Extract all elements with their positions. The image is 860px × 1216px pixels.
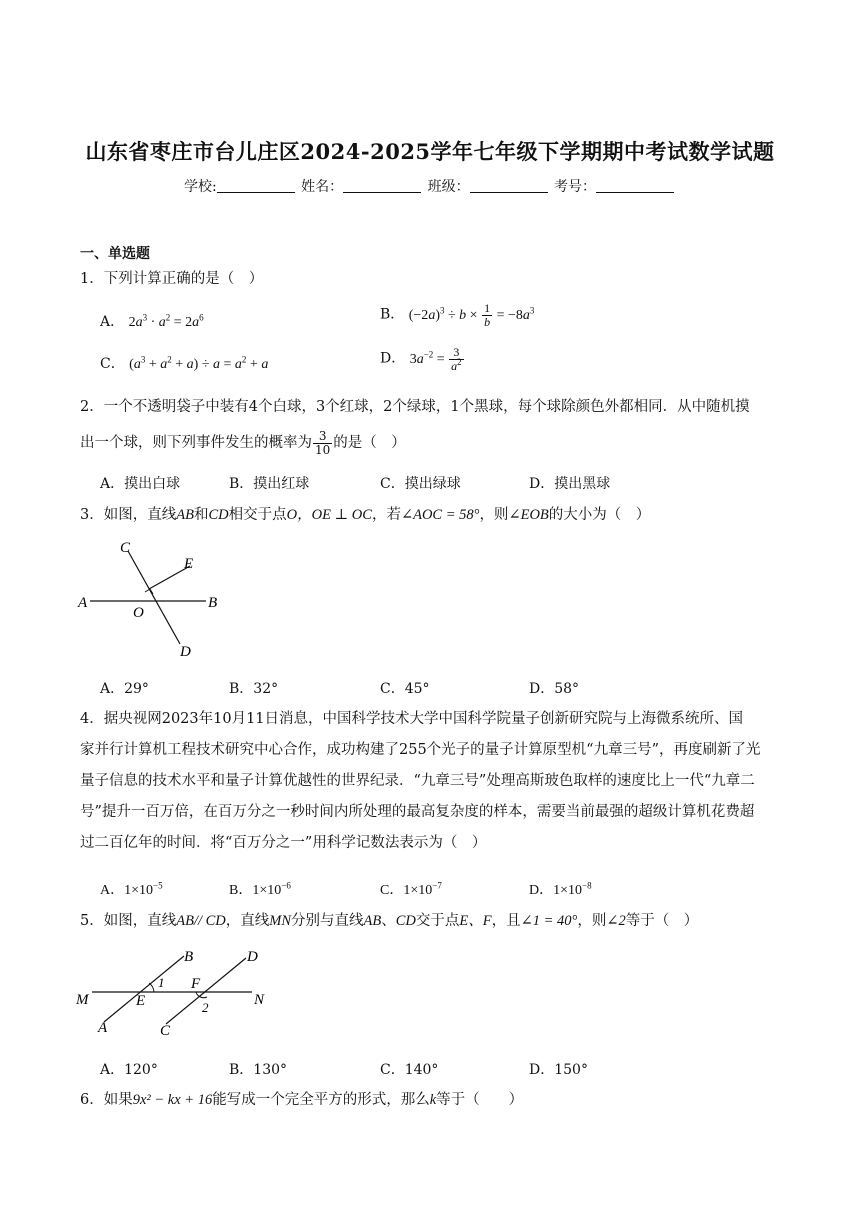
q3-label-d: D <box>180 644 191 660</box>
q1-option-b <box>380 302 534 329</box>
q4-line: 4．据央视网2023年10月11日消息，中国科学技术大学中国科学院量子创新研究院与上海微系统所、国 <box>80 711 744 727</box>
school-label: 学校: <box>183 179 217 195</box>
q4-body <box>80 704 795 859</box>
q6-stem <box>80 1085 780 1116</box>
q5-mid1: ，直线 <box>225 913 270 929</box>
q3-mid1: 和 <box>193 507 209 523</box>
q1-a-expr: $2a^3 \cdot a^2 = 2a^6$ <box>128 312 204 330</box>
q2-line2 <box>80 428 780 459</box>
name-label: 姓名： <box>301 179 344 195</box>
q5-option-a: A．120° <box>100 1062 158 1078</box>
q5-label-e: E <box>136 993 146 1009</box>
q4-option-b <box>229 879 291 899</box>
q1-option-a <box>100 311 204 331</box>
q5-mid5: ，且 <box>491 913 521 929</box>
q3-mid3: ，若 <box>371 507 401 523</box>
q5-option-c: C．140° <box>380 1062 439 1078</box>
q1-c-expr: $(a^3 + a^2 + a) \div a = a^2 + a$ <box>129 354 269 372</box>
q3-eob: ∠EOB <box>508 507 549 523</box>
q1-option-d <box>380 346 465 373</box>
q6-mid: 能写成一个完全平方的形式，那么 <box>212 1092 430 1108</box>
q1-d-label: D． <box>380 350 406 367</box>
q5-option-d: D．150° <box>529 1062 588 1078</box>
q5-ef: E、F <box>459 913 492 929</box>
q3-option-c: C．45° <box>380 681 430 697</box>
name-blank[interactable] <box>343 178 421 193</box>
q4-b-label: B． <box>229 883 253 898</box>
q3-label-b: B <box>208 595 218 611</box>
q5-ab2: AB <box>363 913 382 929</box>
q4-c-label: C． <box>380 883 404 898</box>
q3-cd: CD <box>208 507 229 523</box>
q1-option-c <box>100 353 268 373</box>
class-blank[interactable] <box>470 178 548 193</box>
q6-expr: 9x² − kx + 16 <box>132 1092 213 1108</box>
q5-label-c: C <box>160 1023 171 1039</box>
q3-stem <box>80 500 780 531</box>
q2-line2-pre: 出一个球，则下列事件发生的概率为 <box>80 435 312 451</box>
q3-label-a: A <box>78 595 88 611</box>
q2-option-a: A．摸出白球 <box>100 476 181 492</box>
q3-o: O， <box>286 507 312 523</box>
q3-mid2: 相交于点 <box>228 507 287 523</box>
student-info-line <box>0 176 860 196</box>
q5-label-a: A <box>98 1020 108 1036</box>
q3-pre: 3．如图，直线 <box>80 507 177 523</box>
q5-label-b: B <box>184 949 194 965</box>
q5-mid6: ，则 <box>577 913 607 929</box>
q5-angle2: ∠2 <box>606 913 626 929</box>
q1-c-label: C． <box>100 356 125 372</box>
q4-c-exp: −7 <box>432 880 442 891</box>
q4-c-base: 1×10 <box>403 883 433 898</box>
q4-d-label: D． <box>529 883 554 898</box>
q3-line-cd <box>128 551 180 644</box>
q5-line-ab <box>104 956 184 1022</box>
q4-option-d <box>529 879 592 899</box>
section-heading: 一、单选题 <box>80 246 150 262</box>
q4-option-a <box>100 879 163 899</box>
q5-mn: MN <box>269 913 292 929</box>
q6-k: k <box>429 1092 437 1108</box>
q6-post: 等于（ ） <box>436 1092 524 1108</box>
class-label: 班级： <box>427 179 470 195</box>
q2-option-c: C．摸出绿球 <box>380 476 461 492</box>
q5-mid3: 、 <box>381 913 396 929</box>
q2-frac-den: 10 <box>315 442 331 457</box>
q5-cd2: CD <box>395 913 416 929</box>
q1-a-label: A． <box>100 314 125 330</box>
q4-a-exp: −5 <box>153 880 163 891</box>
q5-stem <box>80 906 800 937</box>
q3-post: 的大小为（ ） <box>548 507 651 523</box>
q5-mid4: 交于点 <box>415 913 460 929</box>
q2-line2-post: 的是（ ） <box>333 435 406 451</box>
q2-option-d: D．摸出黑球 <box>529 476 611 492</box>
q5-post: 等于（ ） <box>625 913 699 929</box>
q3-mid4: ，则 <box>479 507 509 523</box>
q2-option-b: B．摸出红球 <box>229 476 310 492</box>
q5-label-m: M <box>76 992 89 1008</box>
q5-label-d: D <box>247 949 258 965</box>
q5-label-1: 1 <box>158 975 165 990</box>
q4-a-label: A． <box>100 883 125 898</box>
q2-frac-num: 3 <box>313 430 332 444</box>
q3-label-c: C <box>120 540 131 556</box>
q5-pre: 5．如图，直线 <box>80 913 177 929</box>
exam-no-blank[interactable] <box>596 178 674 193</box>
q4-line: 号”提升一百万倍，在百万分之一秒时间内所处理的最高复杂度的样本，需要当前最强的超级计算机花费超 <box>80 804 755 820</box>
q5-angle1: ∠1 = 40° <box>520 913 578 929</box>
q4-b-base: 1×10 <box>252 883 282 898</box>
q4-d-base: 1×10 <box>553 883 583 898</box>
q3-option-a: A．29° <box>100 681 149 697</box>
q4-line: 过二百亿年的时间．将“百万分之一”用科学记数法表示为（ ） <box>80 835 487 851</box>
q3-aoc: ∠AOC = 58° <box>400 507 480 523</box>
q4-b-exp: −6 <box>281 880 291 891</box>
q2-line1: 2．一个不透明袋子中装有4个白球，3个红球，2个绿球，1个黑球，每个球除颜色外都相同．从中随机摸 <box>80 399 750 415</box>
q1-stem: 1．下列计算正确的是（ ） <box>80 271 264 287</box>
q5-label-n: N <box>254 992 265 1008</box>
q3-ab: AB <box>176 507 194 523</box>
q4-option-c <box>380 879 442 899</box>
q4-a-base: 1×10 <box>124 883 154 898</box>
q4-line: 家并行计算机工程技术研究中心合作，成功构建了255个光子的量子计算原型机“九章三号”，再度刷新了光 <box>80 742 761 758</box>
q5-mid2: 分别与直线 <box>291 913 364 929</box>
page-title: 山东省枣庄市台儿庄区2024-2025学年七年级下学期期中考试数学试题 <box>85 139 775 164</box>
q4-d-exp: −8 <box>582 880 592 891</box>
q5-label-f: F <box>191 976 201 992</box>
q4-line: 量子信息的技术水平和量子计算优越性的世界纪录．“九章三号”处理高斯玻色取样的速度比上一代“九章二 <box>80 773 755 789</box>
q3-figure <box>76 536 226 662</box>
q5-ab-cd: AB// CD <box>176 913 226 929</box>
q3-label-o: O <box>133 605 144 621</box>
q5-label-2: 2 <box>202 1000 209 1015</box>
q1-b-label: B． <box>380 306 405 323</box>
q3-option-b: B．32° <box>229 681 279 697</box>
q5-option-b: B．130° <box>229 1062 288 1078</box>
q3-label-e: E <box>184 556 194 572</box>
q6-pre: 6．如果 <box>80 1092 133 1108</box>
q1-d-expr: $3a^{-2}$ = $\frac{3}{a^2}$ <box>409 345 462 373</box>
q5-figure <box>76 944 276 1040</box>
q1-b-expr: $(-2a)^3 \div b$ × $\frac{1}{b}$ = $-8a^3$ <box>408 301 535 329</box>
exam-no-label: 考号： <box>554 179 597 195</box>
q3-oe: OE ⊥ OC <box>311 507 372 523</box>
q3-option-d: D．58° <box>529 681 580 697</box>
school-blank[interactable] <box>217 178 295 193</box>
